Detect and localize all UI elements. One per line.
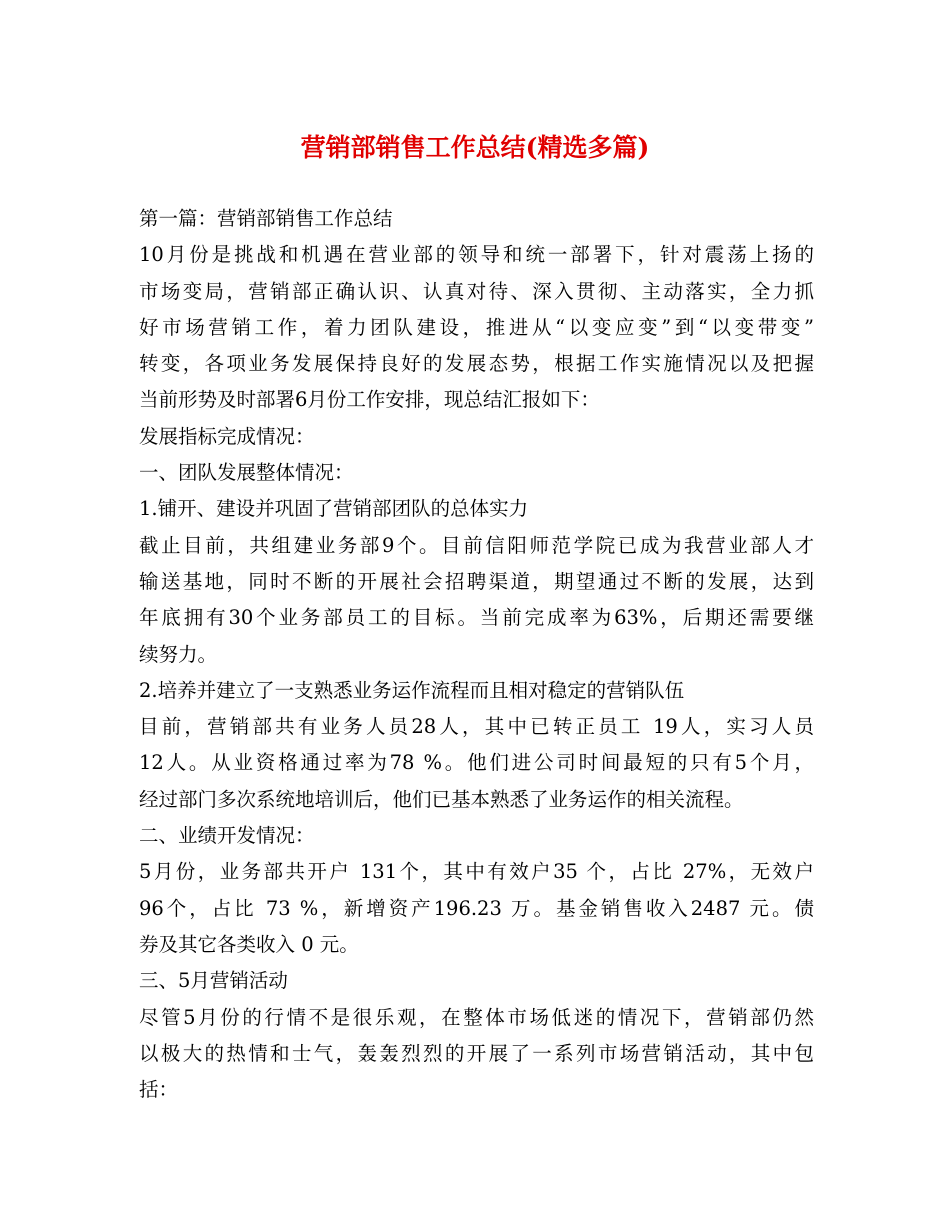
- text-line: 续努力。: [139, 642, 218, 666]
- text-line: 券及其它各类收入 0 元。: [139, 932, 359, 956]
- text-line: 12人。从业资格通过率为78 %。他们进公司时间最短的只有5个月，: [139, 751, 814, 775]
- text-line: 1.铺开、建设并巩固了营销部团队的总体实力: [139, 497, 529, 521]
- text-line: 10月份是挑战和机遇在营业部的领导和统一部署下，针对震荡上扬的: [139, 243, 814, 267]
- text-line: 年底拥有30个业务部员工的目标。当前完成率为63%，后期还需要继: [139, 606, 814, 630]
- text-line: 一、团队发展整体情况：: [139, 461, 354, 485]
- text-line: 转变，各项业务发展保持良好的发展态势，根据工作实施情况以及把握: [139, 352, 814, 376]
- text-line: 当前形势及时部署6月份工作安排，现总结汇报如下：: [139, 388, 600, 412]
- text-line: 截止目前，共组建业务部9个。目前信阳师范学院已成为我营业部人才: [139, 533, 814, 557]
- text-line: 目前，营销部共有业务人员28人，其中已转正员工 19人，实习人员: [139, 715, 814, 739]
- text-line: 第一篇：营销部销售工作总结: [139, 207, 393, 230]
- text-line: 经过部门多次系统地培训后，他们已基本熟悉了业务运作的相关流程。: [139, 787, 744, 811]
- text-line: 输送基地，同时不断的开展社会招聘渠道，期望通过不断的发展，达到: [139, 569, 814, 593]
- text-line: 二、业绩开发情况：: [139, 824, 315, 848]
- text-line: 市场变局，营销部正确认识、认真对待、深入贯彻、主动落实，全力抓: [139, 279, 814, 303]
- document-body: [139, 201, 814, 1108]
- text-line: 2.培养并建立了一支熟悉业务运作流程而且相对稳定的营销队伍: [139, 678, 685, 702]
- document-title: 营销部销售工作总结(精选多篇): [300, 133, 650, 162]
- text-line: 尽管5月份的行情不是很乐观，在整体市场低迷的情况下，营销部仍然: [139, 1005, 814, 1029]
- text-line: 发展指标完成情况：: [139, 424, 315, 448]
- text-line: 以极大的热情和士气，轰轰烈烈的开展了一系列市场营销活动，其中包: [139, 1041, 814, 1065]
- text-line: 括：: [139, 1078, 179, 1102]
- text-line: 好市场营销工作，着力团队建设，推进从“以变应变”到“以变带变”: [139, 315, 814, 339]
- text-line: 三、5月营销活动: [139, 969, 288, 993]
- text-line: 96个，占比 73 %，新增资产196.23 万。基金销售收入2487 元。债: [139, 896, 814, 920]
- text-line: 5月份，业务部共开户 131个，其中有效户35 个，占比 27%，无效户: [139, 860, 814, 884]
